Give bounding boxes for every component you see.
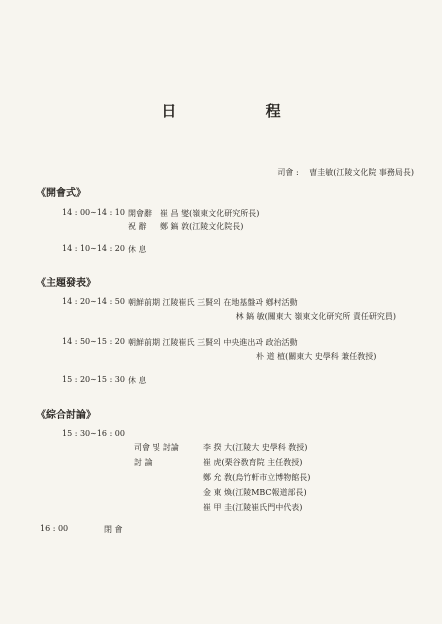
talk2-speaker: 朴 道 植(關東大 史學科 兼任敎授)	[256, 352, 377, 361]
panelist: 崔 虎(栗谷敎育院 主任敎授)	[203, 458, 303, 467]
talk2-time: 14 : 50∼15 : 20	[62, 337, 125, 346]
section-heading-opening: 《開會式》	[36, 188, 86, 199]
panelist: 崔 甲 圭(江陵崔氏門中代表)	[203, 503, 303, 512]
opening-person: 崔 昌 燮(嶺東文化研究所長)	[160, 209, 260, 218]
talk1-speaker: 林 鎬 敏(關東大 嶺東文化研究所 責任研究員)	[235, 312, 396, 321]
greeting-person: 鄭 鎬 敦(江陵文化院長)	[160, 222, 244, 231]
talk1-time: 14 : 20∼14 : 50	[62, 297, 125, 306]
page-title: 日 程	[161, 102, 323, 120]
break2-label: 休 息	[128, 376, 147, 385]
section-heading-discussion: 《綜合討論》	[36, 410, 96, 421]
greeting-role: 祝 辭	[128, 222, 147, 231]
opening-time: 14 : 00∼14 : 10	[62, 208, 125, 217]
panelist: 金 東 煥(江陵MBC報道部長)	[203, 488, 307, 497]
moderator-line	[277, 167, 414, 178]
closing-label: 閉 會	[104, 525, 123, 534]
talk2-topic: 朝鮮前期 江陵崔氏 三賢의 中央進出과 政治活動	[128, 338, 298, 347]
chair-role: 司會 및 討論	[134, 443, 179, 452]
opening-role: 開會辭	[128, 209, 152, 218]
chair-person: 李 揆 大(江陵大 史學科 敎授)	[203, 443, 308, 452]
panelist: 鄭 允 敎(烏竹軒市立博物館長)	[203, 473, 311, 482]
moderator-label: 司會 :	[277, 168, 299, 177]
break1-time: 14 : 10∼14 : 20	[62, 244, 125, 253]
break1-label: 休 息	[128, 245, 147, 254]
talk1-topic: 朝鮮前期 江陵崔氏 三賢의 在地基盤과 鄕村活動	[128, 298, 298, 307]
break2-time: 15 : 20∼15 : 30	[62, 375, 125, 384]
panel-role: 討 論	[134, 458, 153, 467]
moderator-name: 曺圭敏(江陵文化院 事務局長)	[309, 168, 414, 177]
discussion-time: 15 : 30∼16 : 00	[62, 429, 125, 438]
closing-time: 16 : 00	[40, 524, 69, 533]
section-heading-presentation: 《主題發表》	[36, 278, 96, 289]
